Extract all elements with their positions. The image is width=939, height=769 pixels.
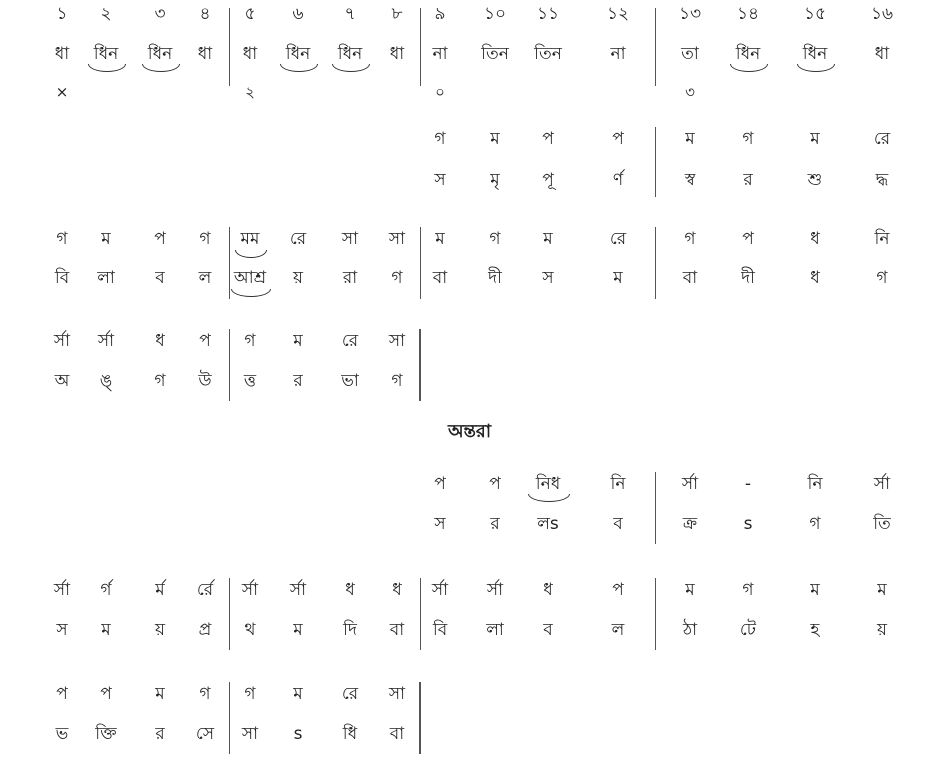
tali-mark: ০	[435, 83, 445, 101]
lyric-syllable: টে	[739, 620, 757, 640]
theka-bol: তিন	[481, 44, 509, 64]
theka-bol: ধা	[389, 44, 405, 64]
vibhag-bar	[229, 578, 230, 650]
lyric-syllable: ক্তি	[95, 724, 117, 744]
vibhag-bar	[420, 578, 421, 650]
lyric-syllable: ক্র	[682, 514, 698, 534]
theka-bol: তিন	[534, 44, 562, 64]
vibhag-bar	[420, 682, 421, 754]
theka-bol: ধিন	[147, 44, 173, 64]
swara-note: গ	[489, 229, 501, 249]
swara-note: রে	[873, 129, 891, 149]
theka-bol: ধিন	[802, 44, 828, 64]
beat-number: ১৩	[678, 4, 702, 24]
lyric-syllable: বি	[432, 620, 448, 640]
swara-note: র্ম	[155, 580, 165, 600]
swara-note: ম	[810, 580, 820, 600]
lyric-syllable: অ	[54, 371, 70, 391]
beat-number: ৮	[391, 4, 403, 24]
swara-note: প	[199, 331, 211, 351]
lyric-syllable: পূ	[542, 170, 554, 190]
lyric-syllable: ধি	[342, 724, 358, 744]
swara-note: গ	[244, 684, 256, 704]
vibhag-bar	[420, 8, 421, 86]
theka-bol: ধা	[242, 44, 258, 64]
lyric-syllable: লা	[486, 620, 504, 640]
lyric-syllable: র	[293, 371, 303, 391]
swara-note: ধ	[392, 580, 402, 600]
vibhag-bar	[420, 329, 421, 401]
lyric-syllable: রা	[342, 268, 358, 288]
swara-note: রে	[289, 229, 307, 249]
vibhag-bar	[655, 227, 656, 299]
slur-mark	[332, 64, 370, 72]
vibhag-bar	[655, 8, 656, 86]
lyric-syllable: ঙ্	[99, 371, 113, 391]
lyric-syllable: s	[293, 724, 303, 744]
swara-note: ম	[543, 229, 553, 249]
swara-note: র্সা	[53, 580, 71, 600]
beat-number: ৭	[344, 4, 356, 24]
swara-note: ম	[155, 684, 165, 704]
lyric-syllable: গ	[391, 268, 403, 288]
vibhag-bar	[229, 329, 230, 401]
lyric-syllable: দী	[488, 268, 502, 288]
swara-note: গ	[244, 331, 256, 351]
beat-number: ১৪	[736, 4, 760, 24]
slur-mark	[235, 250, 267, 258]
section-heading: অন্তরা	[447, 421, 492, 442]
vibhag-bar	[229, 227, 230, 299]
swara-note: সা	[388, 684, 406, 704]
swara-note: গ	[434, 129, 446, 149]
lyric-syllable: আশ্র	[233, 268, 267, 288]
vibhag-bar	[420, 227, 421, 299]
lyric-syllable: গ	[391, 371, 403, 391]
lyric-syllable: লা	[97, 268, 115, 288]
lyric-syllable: স্ব	[684, 170, 696, 190]
lyric-syllable: লs	[537, 514, 559, 534]
swara-note: র্সা	[681, 474, 699, 494]
beat-number: ১৫	[803, 4, 827, 24]
vibhag-bar	[655, 472, 656, 544]
theka-bol: ধা	[54, 44, 70, 64]
slur-mark	[730, 64, 768, 72]
vibhag-bar	[655, 578, 656, 650]
swara-note: ধ	[345, 580, 355, 600]
swara-note: নি	[807, 474, 823, 494]
lyric-syllable: ধ	[810, 268, 820, 288]
swara-note: র্সা	[486, 580, 504, 600]
slur-mark	[88, 64, 126, 72]
swara-note: র্সা	[431, 580, 449, 600]
lyric-syllable: য়	[876, 620, 888, 640]
theka-bol: ধিন	[93, 44, 119, 64]
swara-note: রে	[341, 684, 359, 704]
lyric-syllable: র	[490, 514, 500, 534]
beat-number: ১২	[606, 4, 630, 24]
theka-bol: না	[432, 44, 448, 64]
swara-note: মম	[240, 229, 260, 249]
lyric-syllable: সে	[195, 724, 215, 744]
vibhag-bar	[419, 682, 420, 754]
lyric-syllable: ল	[611, 620, 625, 640]
lyric-syllable: গ	[154, 371, 166, 391]
swara-note: ধ	[543, 580, 553, 600]
tali-mark: ২	[245, 83, 255, 101]
lyric-syllable: ত্ত	[243, 371, 257, 391]
beat-number: ৩	[154, 4, 166, 24]
swara-note: গ	[56, 229, 68, 249]
lyric-syllable: ব	[543, 620, 553, 640]
vibhag-bar	[419, 329, 420, 401]
beat-number: ১	[56, 4, 68, 24]
theka-bol: তা	[681, 44, 699, 64]
lyric-syllable: ম	[613, 268, 623, 288]
beat-number: ১০	[483, 4, 507, 24]
beat-number: ৫	[244, 4, 256, 24]
swara-note: সা	[388, 229, 406, 249]
lyric-syllable: ম	[293, 620, 303, 640]
swara-note: প	[489, 474, 501, 494]
lyric-syllable: র	[743, 170, 753, 190]
lyric-syllable: প্র	[198, 620, 212, 640]
theka-bol: ধিন	[337, 44, 363, 64]
swara-note: প	[612, 580, 624, 600]
lyric-syllable: গ	[876, 268, 888, 288]
lyric-syllable: স	[434, 170, 446, 190]
slur-mark	[280, 64, 318, 72]
vibhag-bar	[229, 682, 230, 754]
swara-note: -	[744, 474, 752, 494]
lyric-syllable: ব	[613, 514, 623, 534]
theka-bol: ধিন	[735, 44, 761, 64]
swara-note: সা	[341, 229, 359, 249]
swara-note: র্সা	[289, 580, 307, 600]
lyric-syllable: বা	[389, 724, 405, 744]
lyric-syllable: থ	[244, 620, 256, 640]
lyric-syllable: ভ	[55, 724, 69, 744]
beat-number: ১১	[536, 4, 560, 24]
swara-note: প	[612, 129, 624, 149]
swara-note: ম	[810, 129, 820, 149]
swara-note: নি	[610, 474, 626, 494]
swara-note: ম	[435, 229, 445, 249]
vibhag-bar	[655, 127, 656, 197]
swara-note: প	[742, 229, 754, 249]
swara-note: ম	[293, 331, 303, 351]
beat-number: ৯	[434, 4, 446, 24]
swara-note: ধ	[810, 229, 820, 249]
lyric-syllable: য়	[154, 620, 166, 640]
lyric-syllable: বা	[432, 268, 448, 288]
lyric-syllable: ঠা	[682, 620, 698, 640]
swara-note: ম	[877, 580, 887, 600]
beat-number: ৬	[292, 4, 304, 24]
swara-note: গ	[742, 129, 754, 149]
lyric-syllable: ভা	[341, 371, 359, 391]
vibhag-bar	[229, 8, 230, 86]
slur-mark	[142, 64, 180, 72]
lyric-syllable: ল	[198, 268, 212, 288]
swara-note: গ	[684, 229, 696, 249]
slur-mark	[231, 289, 271, 297]
lyric-syllable: শু	[807, 170, 823, 190]
swara-note: নিধ	[535, 474, 561, 494]
lyric-syllable: র্ণ	[612, 170, 624, 190]
theka-bol: ধা	[197, 44, 213, 64]
swara-note: র্রে	[196, 580, 214, 600]
lyric-syllable: s	[743, 514, 753, 534]
swara-note: গ	[199, 684, 211, 704]
swara-note: র্গ	[100, 580, 112, 600]
swara-note: গ	[742, 580, 754, 600]
lyric-syllable: স	[434, 514, 446, 534]
slur-mark	[797, 64, 835, 72]
swara-note: নি	[874, 229, 890, 249]
swara-note: র্সা	[53, 331, 71, 351]
swara-note: রে	[609, 229, 627, 249]
swara-note: ম	[101, 229, 111, 249]
swara-note: প	[154, 229, 166, 249]
beat-number: ২	[100, 4, 112, 24]
lyric-syllable: বা	[682, 268, 698, 288]
lyric-syllable: ব	[155, 268, 165, 288]
lyric-syllable: হ	[810, 620, 820, 640]
lyric-syllable: দ্ধ	[875, 170, 889, 190]
lyric-syllable: স	[56, 620, 68, 640]
lyric-syllable: উ	[198, 371, 212, 391]
lyric-syllable: মৃ	[490, 170, 500, 190]
lyric-syllable: গ	[809, 514, 821, 534]
swara-note: রে	[341, 331, 359, 351]
swara-note: প	[542, 129, 554, 149]
swara-note: র্সা	[241, 580, 259, 600]
swara-note: র্সা	[873, 474, 891, 494]
lyric-syllable: ম	[101, 620, 111, 640]
swara-note: প	[434, 474, 446, 494]
lyric-syllable: স	[542, 268, 554, 288]
swara-note: প	[56, 684, 68, 704]
lyric-syllable: বা	[389, 620, 405, 640]
tali-mark: ৩	[685, 83, 695, 101]
lyric-syllable: সা	[241, 724, 259, 744]
lyric-syllable: র	[155, 724, 165, 744]
lyric-syllable: বি	[54, 268, 70, 288]
beat-number: ৪	[199, 4, 211, 24]
swara-note: র্সা	[97, 331, 115, 351]
theka-bol: ধিন	[285, 44, 311, 64]
lyric-syllable: দি	[343, 620, 357, 640]
theka-bol: ধা	[874, 44, 890, 64]
lyric-syllable: দী	[741, 268, 755, 288]
swara-note: ম	[685, 129, 695, 149]
swara-note: গ	[199, 229, 211, 249]
tali-mark: ×	[55, 83, 69, 101]
lyric-syllable: য়	[292, 268, 304, 288]
beat-number: ১৬	[870, 4, 894, 24]
swara-note: ম	[490, 129, 500, 149]
lyric-syllable: তি	[873, 514, 891, 534]
swara-note: ম	[685, 580, 695, 600]
swara-note: প	[100, 684, 112, 704]
swara-note: সা	[388, 331, 406, 351]
swara-note: ধ	[155, 331, 165, 351]
swara-note: ম	[293, 684, 303, 704]
slur-mark	[528, 494, 570, 502]
theka-bol: না	[610, 44, 626, 64]
